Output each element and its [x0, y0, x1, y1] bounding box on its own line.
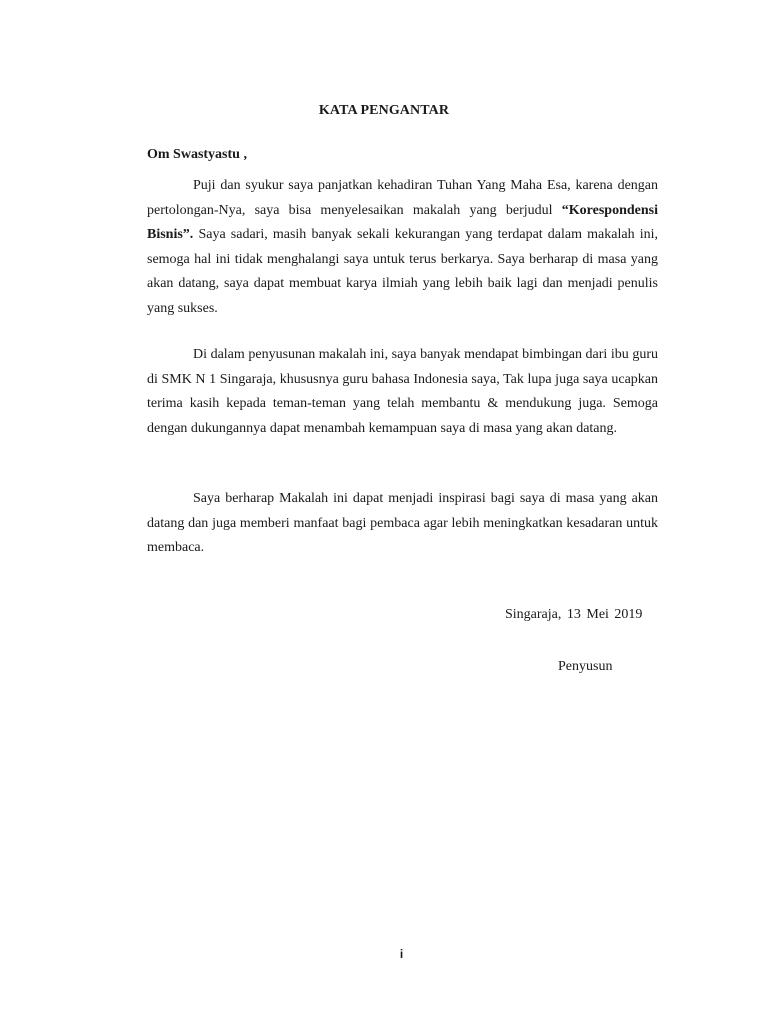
paragraph-1-text-start: Puji dan syukur saya panjatkan kehadiran Tuhan Yang Maha Esa, karena dengan pertolongan-Nya, saya bisa menyelesaikan makalah yang berjudul — [147, 178, 658, 218]
paragraph-2: Di dalam penyusunan makalah ini, saya banyak mendapat bimbingan dari ibu guru di SMK N 1 Singaraja, khususnya guru bahasa Indonesia saya, Tak lupa juga saya ucapkan terima kasih kepada teman-teman yang telah membantu & mendukung juga. Semoga dengan dukungannya dapat menambah kemampuan saya di masa yang akan datang. — [147, 347, 658, 436]
paragraph-1 — [147, 174, 658, 322]
signatory-label: Penyusun — [558, 659, 613, 674]
paragraph-3: Saya berharap Makalah ini dapat menjadi inspirasi bagi saya di masa yang akan datang dan juga memberi manfaat bagi pembaca agar lebih meningkatkan kesadaran untuk membaca. — [147, 491, 658, 556]
page-number: i — [399, 947, 404, 961]
place-and-date: Singaraja, 13 Mei 2019 — [505, 607, 643, 622]
greeting: Om Swastyastu , — [147, 147, 247, 162]
paper-title-emphasis: “Korespondensi Bisnis”. — [147, 202, 658, 243]
page-title: KATA PENGANTAR — [318, 103, 450, 118]
paragraph-1-text-end: Saya sadari, masih banyak sekali kekurangan yang terdapat dalam makalah ini, semoga hal ini tidak menghalangi saya untuk terus berkarya. Saya berharap di masa yang akan datang, saya dapat membuat karya ilmiah yang lebih baik lagi dan menjadi penulis yang sukses. — [147, 227, 658, 316]
